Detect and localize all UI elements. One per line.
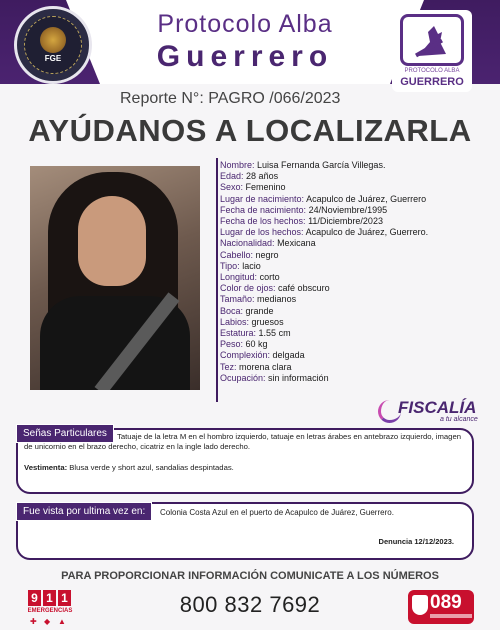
seal-text: FGE <box>44 54 62 63</box>
detail-value: morena clara <box>239 361 292 372</box>
detail-row <box>220 328 490 339</box>
detail-row <box>220 238 490 249</box>
detail-row <box>220 362 490 373</box>
senas-tab: Señas Particulares <box>16 424 114 443</box>
detail-value: Mexicana <box>277 238 316 249</box>
shield-icon: ◆ <box>44 617 51 626</box>
digit-1b: 1 <box>58 590 71 606</box>
senas-text: Tatuaje de la letra M en el hombro izquierdo, tatuaje en letras árabes en antebrazo izquierdo, imagen de unicornio en el brazo derecho, cicatriz en la ingle lado derecho. <box>24 432 462 452</box>
detail-value: gruesos <box>251 316 284 327</box>
detail-label: Tez: <box>220 361 237 372</box>
anonymous-089-logo <box>408 590 474 624</box>
detail-row <box>220 205 490 216</box>
detail-row <box>220 350 490 361</box>
detail-row <box>220 227 490 238</box>
detail-label: Color de ojos: <box>220 283 276 294</box>
detail-value: 28 años <box>246 171 279 182</box>
detail-value: café obscuro <box>278 283 330 294</box>
detail-row <box>220 250 490 261</box>
digit-1: 1 <box>43 590 56 606</box>
detail-value: Femenino <box>245 182 286 193</box>
title-line-2: Guerrero <box>156 40 334 73</box>
detail-row <box>220 216 490 227</box>
detail-row <box>220 283 490 294</box>
fiscalia-tagline: a tu alcance <box>440 416 478 423</box>
detail-row <box>220 272 490 283</box>
last-seen-place: Colonia Costa Azul en el puerto de Acapulco de Juárez, Guerrero. <box>160 508 394 517</box>
detail-row <box>220 261 490 272</box>
report-number: Reporte N°: PAGRO /066/2023 <box>120 90 341 107</box>
anon-number[interactable]: 089 <box>430 592 462 613</box>
detail-value: 60 kg <box>245 339 268 350</box>
detail-value: delgada <box>272 350 305 361</box>
detail-label: Edad: <box>220 171 244 182</box>
detail-value: grande <box>245 305 274 316</box>
detail-label: Nacionalidad: <box>220 238 275 249</box>
detail-row <box>220 317 490 328</box>
detail-value: medianos <box>257 294 297 305</box>
detail-label: Cabello: <box>220 249 254 260</box>
shield-icon <box>412 595 428 615</box>
person-photo <box>30 166 200 390</box>
fiscalia-name: FISCALÍA <box>398 398 477 417</box>
detail-value: Luisa Fernanda García Villegas. <box>257 160 386 170</box>
vestimenta-value: Blusa verde y short azul, sandalias despintadas. <box>69 463 234 472</box>
logo-line-1: PROTOCOLO ALBA <box>404 68 460 74</box>
detail-row <box>220 171 490 182</box>
detail-value: Acapulco de Juárez, Guerrero <box>306 193 427 204</box>
headline: AYÚDANOS A LOCALIZARLA <box>28 113 472 148</box>
detail-value: 11/Diciembre/2023 <box>308 216 383 227</box>
fge-seal-logo <box>14 6 92 84</box>
detail-label: Nombre: <box>220 160 255 170</box>
emergency-label: EMERGENCIAS <box>27 608 73 614</box>
photo-frame <box>18 158 218 402</box>
detail-label: Tamaño: <box>220 294 255 305</box>
footer-text: PARA PROPORCIONAR INFORMACIÓN COMUNICATE A LOS NÚMEROS <box>61 570 439 582</box>
protocolo-alba-logo <box>392 10 472 92</box>
detail-label: Sexo: <box>220 182 244 193</box>
last-seen-tab: Fue vista por ultima vez en: <box>16 502 152 521</box>
detail-label: Fecha de nacimiento: <box>220 204 307 215</box>
detail-value: negro <box>255 249 279 260</box>
anon-subtext-bar <box>430 614 472 618</box>
detail-value: sin información <box>268 372 329 383</box>
detail-row <box>220 373 490 384</box>
phone-number[interactable]: 800 832 7692 <box>179 592 321 617</box>
detail-row <box>220 294 490 305</box>
detail-label: Longitud: <box>220 272 258 283</box>
detail-label: Lugar de nacimiento: <box>220 193 305 204</box>
detail-label: Tipo: <box>220 260 240 271</box>
detail-label: Labios: <box>220 316 250 327</box>
vestimenta <box>24 463 464 472</box>
detail-row <box>220 194 490 205</box>
detail-row <box>220 306 490 317</box>
detail-label: Fecha de los hechos: <box>220 216 306 227</box>
detail-value: 1.55 cm <box>258 328 291 339</box>
digit-9: 9 <box>28 590 41 606</box>
detail-label: Estatura: <box>220 328 257 339</box>
detail-value: corto <box>259 272 280 283</box>
detail-label: Lugar de los hechos: <box>220 227 304 238</box>
detail-value: lacio <box>242 260 261 271</box>
howling-wolf-icon <box>400 14 464 66</box>
cross-icon: ✚ <box>30 617 37 626</box>
title-line-1: Protocolo Alba <box>157 10 333 38</box>
detail-label: Complexión: <box>220 350 271 361</box>
fiscalia-logo <box>376 398 486 424</box>
detail-row <box>220 160 490 171</box>
detail-label: Peso: <box>220 339 244 350</box>
detail-row <box>220 339 490 350</box>
detail-value: 24/Noviembre/1995 <box>308 204 388 215</box>
detail-label: Boca: <box>220 305 244 316</box>
coat-of-arms-icon <box>40 27 66 53</box>
vestimenta-label: Vestimenta: <box>24 463 68 472</box>
detail-value: Acapulco de Juárez, Guerrero. <box>305 227 429 238</box>
person-details <box>220 160 490 384</box>
detail-label: Ocupación: <box>220 372 266 383</box>
detail-row <box>220 182 490 193</box>
fge-seal-inner <box>24 16 82 74</box>
logo-line-2: GUERRERO <box>400 76 464 88</box>
flame-icon: ▲ <box>58 617 66 626</box>
denuncia-date: Denuncia 12/12/2023. <box>378 537 454 546</box>
